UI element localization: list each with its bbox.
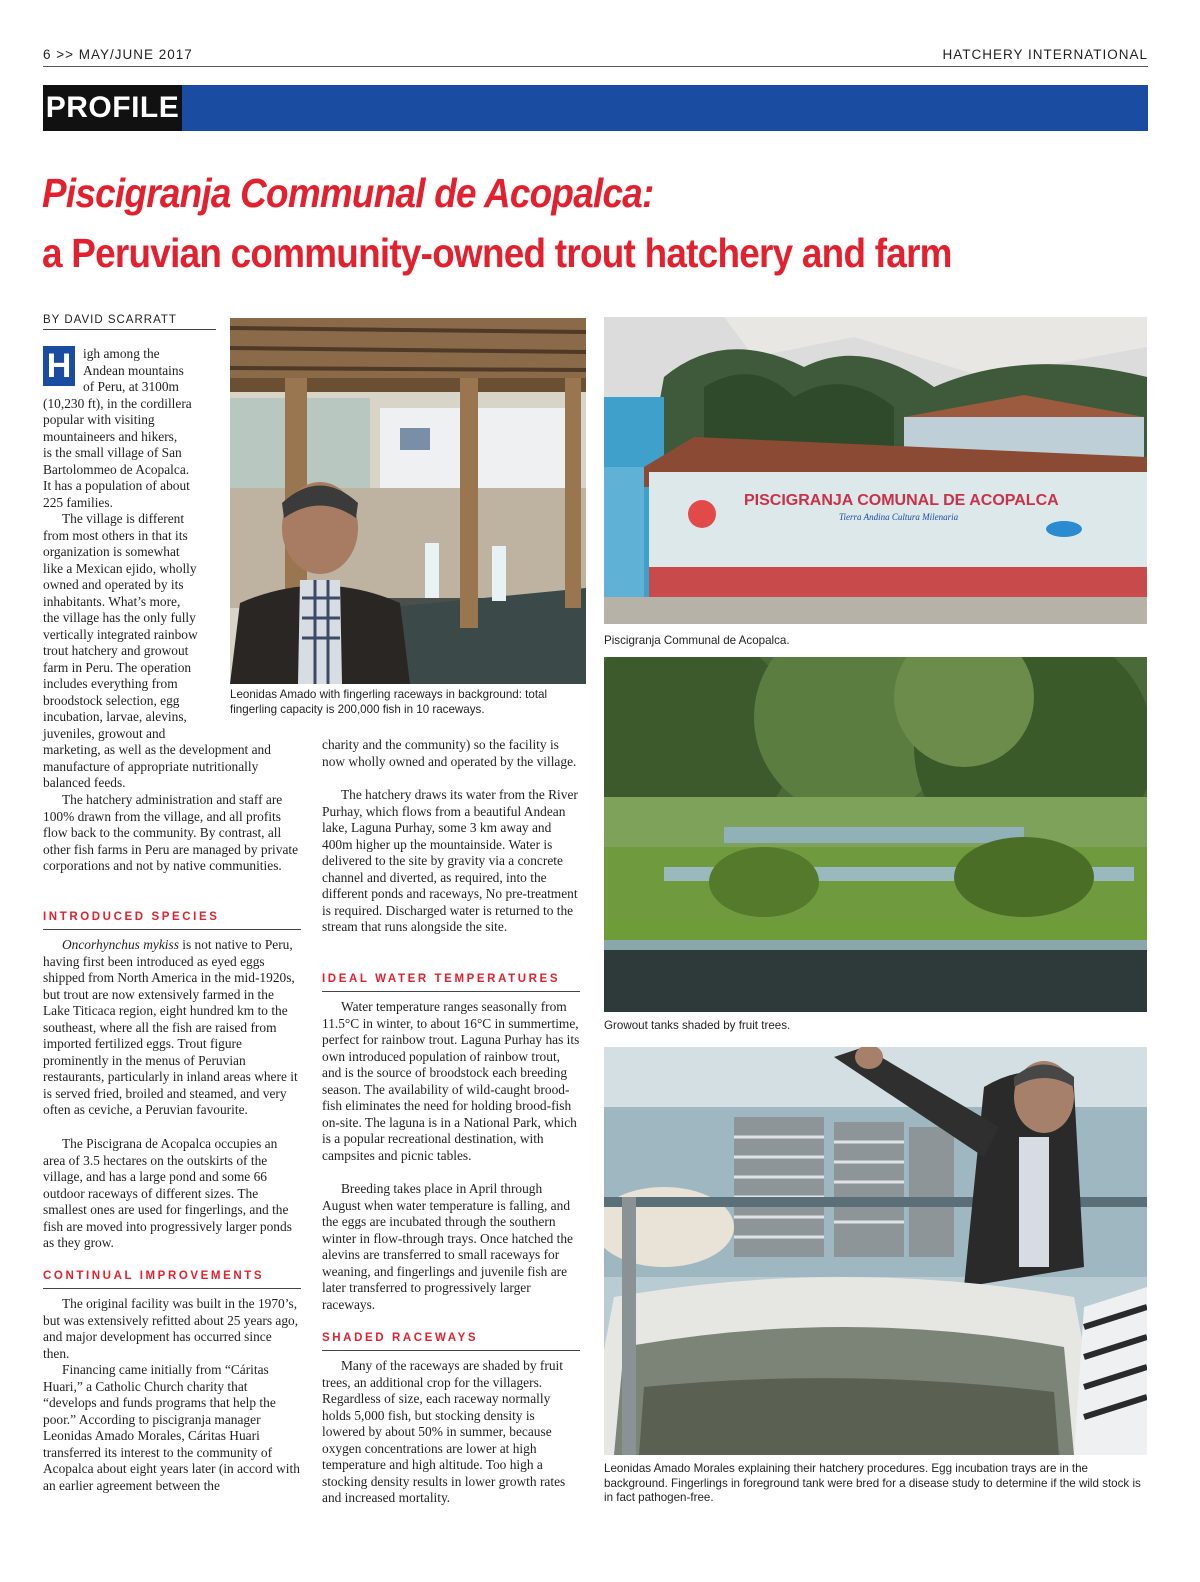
paragraph-breeding: Breeding takes place in April through August when water temperature is falling, and the eggs are incubated through the southern winter in flow-through trays. Once hatched the alevins are transferred to small raceways for weaning, and fingerlings and juvenile fish are later transferred to progressively larger raceways. — [322, 1181, 573, 1312]
photo-fingerling-raceways — [230, 318, 586, 684]
section-tag: PROFILE — [43, 85, 182, 131]
text-line: Bartolommeo de Acopalca. — [43, 461, 190, 477]
paragraph-financing: Financing came initially from “Cáritas Huari,” a Catholic Church charity that “develops and funds programs that help the poor.” According to piscigranja manager Leonidas Amado Morales, Cáritas Huari transferred its interest to the community of Acopalca about eight years later (in accord with an earlier agreement between the — [43, 1362, 300, 1493]
paragraph-site: The Piscigrana de Acopalca occupies an area of 3.5 hectares on the outskirts of the village, and has a large pond and some 66 outdoor raceways of different sizes. The smallest ones are used for fingerlings, and the fish are moved into progressively larger ponds as they grow. — [43, 1136, 292, 1250]
raceways-image — [230, 318, 586, 684]
subhead-rule — [43, 929, 301, 930]
section-bar — [43, 85, 1148, 131]
drop-cap: H — [43, 346, 75, 386]
text-line: trout hatchery and growout — [43, 643, 189, 658]
text-line: 225 families. — [43, 494, 113, 510]
subhead-rule — [43, 1288, 301, 1289]
text-line: vertically integrated rainbow — [43, 626, 198, 642]
building-subsign-text: Tierra Andina Cultura Milenaria — [839, 512, 959, 522]
subhead-shaded-raceways: SHADED RACEWAYS — [322, 1332, 479, 1344]
article-headline — [42, 163, 1052, 283]
text-line: from most others in that its — [43, 527, 188, 543]
paragraph-community: charity and the community) so the facility is now wholly owned and operated by the village. — [322, 737, 577, 769]
text-line: mountaineers and hikers, — [43, 428, 178, 444]
caption-raceways: Leonidas Amado with fingerling raceways in background: total fingerling capacity is 200,000 fish in 10 raceways. — [230, 688, 548, 716]
paragraph-marketing: marketing, as well as the development and manufacture of appropriate nutritionally balanced feeds. — [43, 742, 271, 790]
growout-image — [604, 657, 1147, 1012]
building-image — [604, 317, 1147, 624]
page-folio — [43, 47, 1148, 67]
text-line: juveniles, growout and — [43, 725, 166, 741]
text-line: inhabitants. What’s more, — [43, 593, 181, 609]
headline-line-2: a Peruvian community-owned trout hatchery and farm — [42, 230, 952, 276]
text-line: like a Mexican ejido, wholly — [43, 560, 197, 576]
folio-publication: HATCHERY INTERNATIONAL — [942, 47, 1148, 62]
photo-incubation — [604, 1047, 1147, 1455]
photo-growout-tanks — [604, 657, 1147, 1012]
incubation-image — [604, 1047, 1147, 1455]
subhead-ideal-water-temperatures: IDEAL WATER TEMPERATURES — [322, 973, 561, 985]
ejido-lines — [43, 511, 223, 742]
headline-line-1: Piscigranja Communal de Acopalca: — [42, 170, 654, 216]
text-line: popular with visiting — [43, 412, 155, 427]
caption-building: Piscigranja Communal de Acopalca. — [604, 634, 790, 647]
caption-incubation: Leonidas Amado Morales explaining their hatchery procedures. Egg incubation trays are in the background. Fingerlings in foreground tank were bred for a disease study to determine if the wild stock is in fact pathogen-free. — [604, 1462, 1141, 1505]
text-line: incubation, larvae, alevins, — [43, 709, 187, 724]
text-line: includes everything from — [43, 676, 178, 691]
text-line: It has a population of about — [43, 478, 190, 493]
building-sign-text: PISCIGRANJA COMUNAL DE ACOPALCA — [744, 492, 1059, 509]
text-line: farm in Peru. The operation — [43, 659, 192, 675]
caption-growout: Growout tanks shaded by fruit trees. — [604, 1019, 791, 1032]
paragraph-administration: The hatchery administration and staff are 100% drawn from the village, and all profits flow back to the community. By contrast, all other fish farms in Peru are managed by private corporations and not by native communities. — [43, 792, 299, 873]
text-line: owned and operated by its — [43, 577, 184, 592]
subhead-rule — [322, 991, 580, 992]
paragraph-original-facility: The original facility was built in the 1970’s, but was extensively refitted about 25 years ago, and major development has occurred since then. — [43, 1296, 299, 1361]
text-line: Andean mountains — [83, 362, 184, 378]
paragraph-ejido — [43, 511, 223, 742]
subhead-continual-improvements: CONTINUAL IMPROVEMENTS — [43, 1270, 265, 1282]
text-line: The village is different — [62, 511, 185, 526]
subhead-introduced-species: INTRODUCED SPECIES — [43, 911, 220, 923]
species-text: is not native to Peru, having first been introduced as eyed eggs shipped from North America in the mid-1920s, but trout are now extensively farmed in the Lake Titicaca region, eight hundred km to the southeast, where all the fish are raised from imported fertilized eggs. Trout figure prominently in the menus of Peruvian restaurants, particularly in inland areas where it is served fried, broiled and steamed, and very often as ceviche, a Peruvian favourite. — [43, 937, 298, 1117]
text-line: igh among the — [83, 346, 160, 361]
intro-lines — [43, 346, 223, 511]
intro-paragraph — [43, 346, 223, 511]
text-line: broodstock selection, egg — [43, 692, 180, 708]
paragraph-species — [43, 937, 301, 1119]
paragraph-shaded: Many of the raceways are shaded by fruit trees, an additional crop for the villagers. Regardless of size, each raceway normally holds 5,000 fish, but stocking density is lowered by about 50% in summer, because oxygen concentrations are lower at high temperature and high altitude. Too high a stocking density results in lower growth rates and increased mortality. — [322, 1358, 566, 1505]
byline: BY DAVID SCARRATT — [43, 314, 216, 330]
folio-issue: 6 >> MAY/JUNE 2017 — [43, 47, 193, 62]
text-line: is the small village of San — [43, 445, 182, 460]
subhead-rule — [322, 1350, 580, 1351]
paragraph-temperature: Water temperature ranges seasonally from 11.5°C in winter, to about 16°C in summertime, perfect for rainbow trout. Laguna Purhay has its own introduced population of rainbow trout, and is the source of broodstock each breeding season. The availability of wild-caught brood-fish eliminates the need for holding brood-fish on-site. The laguna is in a National Park, which is a popular recreational destination, with campsites and picnic tables. — [322, 999, 580, 1163]
paragraph-water-source: The hatchery draws its water from the River Purhay, which flows from a beautiful Andean lake, Laguna Purhay, some 3 km away and 400m higher up the mountainside. Water is delivered to the site by gravity via a concrete channel and diverted, as required, into the different ponds and raceways, No pre-treatment is required. Discharged water is returned to the stream that runs alongside the site. — [322, 787, 578, 934]
text-line: the village has the only fully — [43, 610, 196, 625]
text-line: (10,230 ft), in the cordillera — [43, 395, 192, 411]
text-line: organization is somewhat — [43, 544, 180, 559]
text-line: of Peru, at 3100m — [83, 379, 179, 394]
photo-hatchery-building — [604, 317, 1147, 624]
species-name: Oncorhynchus mykiss — [62, 937, 179, 952]
